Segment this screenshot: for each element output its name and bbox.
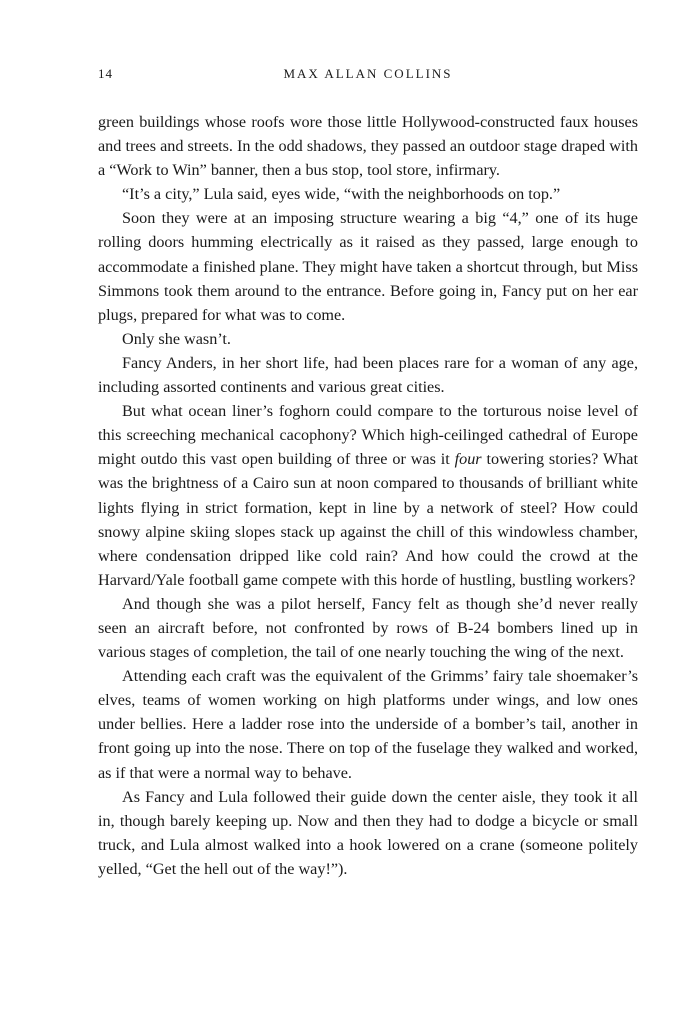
- page-number: 14: [98, 66, 113, 81]
- paragraph-1: green buildings whose roofs wore those little Hollywood-constructed faux houses and trees and streets. In the odd shadows, they passed an outdoor stage draped with a “Work to Win” banner, then a bus stop, tool store, infirmary.: [98, 113, 638, 180]
- paragraph-4: Only she wasn’t.: [122, 329, 231, 348]
- paragraph-5: Fancy Anders, in her short life, had been places rare for a woman of any age, including assorted continents and various great cities.: [98, 353, 638, 397]
- running-head: [98, 66, 638, 88]
- paragraph-6-part-1: But what ocean liner’s foghorn could compare to the torturous noise level of this screeching mechanical cacophony? Which high-ceilinged cathedral of Europe might outdo this vast open building of three or was it: [98, 402, 638, 469]
- paragraph-3: Soon they were at an imposing structure wearing a big “4,” one of its huge rolling doors humming electrically as it raised as they passed, large enough to accommodate a finished plane. They might have taken a shortcut through, but Miss Simmons took them around to the entrance. Before going in, Fancy put on her ear plugs, prepared for what was to come.: [98, 209, 638, 324]
- paragraph-6-emphasis: four: [454, 450, 482, 469]
- body-text: [98, 110, 638, 881]
- paragraph-7: And though she was a pilot herself, Fancy felt as though she’d never really seen an aircraft before, not confronted by rows of B-24 bombers lined up in various stages of completion, the tail of one nearly touching the wing of the next.: [98, 594, 638, 662]
- paragraph-8: Attending each craft was the equivalent of the Grimms’ fairy tale shoemaker’s elves, teams of women working on high platforms under wings, and low ones under bellies. Here a ladder rose into the underside of a bomber’s tail, another in front going up into the nose. There on top of the fuselage they walked and worked, as if that were a normal way to behave.: [98, 667, 638, 782]
- paragraph-6: [98, 399, 638, 592]
- paragraph-6-part-2: towering stories? What was the brightness of a Cairo sun at noon compared to thousands of brilliant white lights flying in strict formation, kept in line by a network of steel? How could snowy alpine skiing slopes stack up against the chill of this windowless chamber, where condensation dripped like cold rain? And how could the crowd at the Harvard/Yale football game compete with this horde of hustling, bustling workers?: [98, 450, 638, 589]
- running-head-author: MAX ALLAN COLLINS: [283, 66, 453, 81]
- book-page: [98, 66, 638, 881]
- paragraph-2: “It’s a city,” Lula said, eyes wide, “with the neighborhoods on top.”: [122, 185, 561, 204]
- paragraph-9: As Fancy and Lula followed their guide down the center aisle, they took it all in, though barely keeping up. Now and then they had to dodge a bicycle or small truck, and Lula almost walked into a hook lowered on a crane (someone politely yelled, “Get the hell out of the way!”).: [98, 787, 638, 878]
